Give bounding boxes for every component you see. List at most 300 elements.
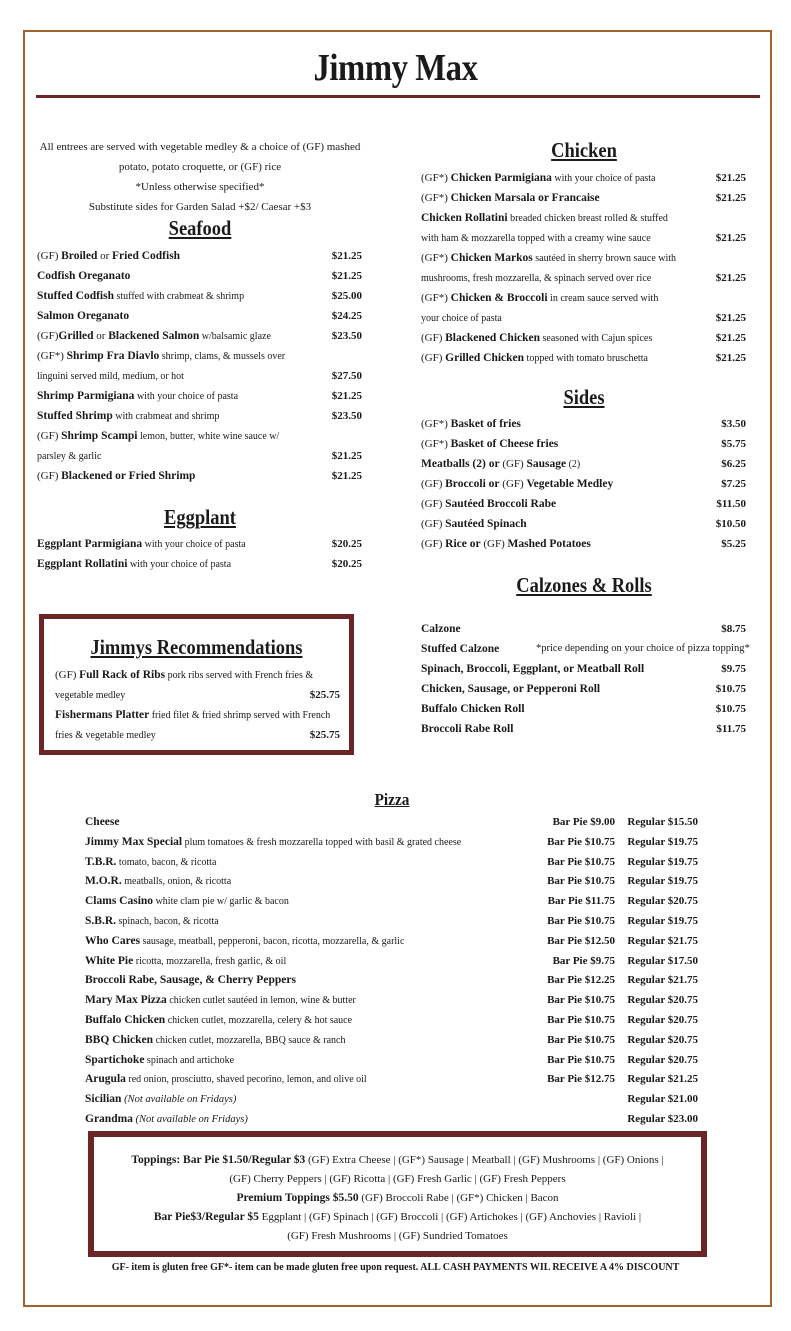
item-description: topped with tomato bruschetta xyxy=(524,353,648,364)
pizza-description: tomato, bacon, & ricotta xyxy=(116,856,217,868)
item-name: Blackened Salmon xyxy=(108,330,200,342)
item-price: $10.75 xyxy=(715,703,746,715)
item-price: $20.25 xyxy=(331,558,362,570)
pizza-item xyxy=(85,991,710,1011)
item-description: pork ribs served with French fries & xyxy=(165,670,314,681)
regular-price: Regular $20.75 xyxy=(627,1033,698,1046)
pizza-name: Buffalo Chicken xyxy=(85,1013,166,1026)
menu-item xyxy=(55,685,345,705)
menu-item xyxy=(421,248,751,268)
item-name: Fried Codfish xyxy=(112,250,181,262)
menu-item xyxy=(421,168,751,188)
item-price: $5.25 xyxy=(721,538,746,550)
pizza-description: white clam pie w/ garlic & bacon xyxy=(153,896,289,908)
item-description: fried filet & fried shrimp served with French xyxy=(149,710,331,721)
item-name: Eggplant Rollatini xyxy=(37,558,128,570)
pizza-description: ricotta, mozzarella, fresh garlic, & oil xyxy=(133,955,287,967)
pizza-item xyxy=(85,1110,710,1130)
pizza-description: sausage, meatball, pepperoni, bacon, ricotta, mozzarella, & garlic xyxy=(140,935,405,947)
gluten-free-tag: (GF*) xyxy=(421,252,451,264)
item-name: Broccoli Rabe Roll xyxy=(421,723,514,735)
menu-item xyxy=(421,699,751,719)
gluten-free-tag: (GF*) xyxy=(37,350,67,362)
menu-item xyxy=(421,308,751,328)
menu-item xyxy=(37,446,367,466)
item-name: Mashed Potatoes xyxy=(507,538,591,550)
calzones-heading: Calzones & Rolls xyxy=(516,573,652,597)
item-description: mushrooms, fresh mozzarella, & spinach served over rice xyxy=(421,273,652,284)
gluten-free-tag: (GF) xyxy=(37,330,59,342)
item-description: w/balsamic glaze xyxy=(199,331,271,342)
item-name: Codfish Oreganato xyxy=(37,270,131,282)
menu-item-text xyxy=(55,705,330,726)
eggplant-list xyxy=(37,534,367,574)
item-name: Eggplant Parmigiana xyxy=(37,538,143,550)
gluten-free-tag: (GF*) xyxy=(421,192,451,204)
item-price: $21.25 xyxy=(331,270,362,282)
menu-item xyxy=(421,639,751,659)
pizza-description: meatballs, onion, & ricotta xyxy=(121,876,232,888)
menu-item xyxy=(37,386,367,406)
pizza-list xyxy=(85,813,710,1130)
item-name: Stuffed Calzone xyxy=(421,643,500,655)
gluten-free-tag: (GF) xyxy=(421,518,446,530)
gluten-free-tag: (GF) xyxy=(421,332,446,344)
item-name: Basket of fries xyxy=(450,418,521,430)
regular-price: Regular $21.25 xyxy=(627,1073,698,1086)
item-price: $9.75 xyxy=(721,663,746,675)
menu-item-text xyxy=(55,725,156,746)
pizza-item-text xyxy=(85,833,461,853)
menu-item-text xyxy=(421,188,600,208)
menu-item-text xyxy=(421,454,580,475)
menu-item xyxy=(421,474,751,494)
pizza-name: BBQ Chicken xyxy=(85,1033,154,1046)
regular-price: Regular $15.50 xyxy=(627,816,698,828)
item-name: Rice or xyxy=(445,538,481,550)
menu-item-text xyxy=(37,426,279,447)
item-description: with your choice of pasta xyxy=(142,539,246,550)
item-price: $23.50 xyxy=(331,410,362,422)
pizza-item xyxy=(85,932,710,952)
menu-item-text xyxy=(421,308,502,329)
menu-item-text xyxy=(37,246,180,266)
regular-price: Regular $21.00 xyxy=(627,1093,698,1106)
item-price: $25.75 xyxy=(309,729,340,741)
bar-pie-price: Bar Pie $12.50 xyxy=(547,934,615,947)
item-connector: or xyxy=(97,250,113,262)
pizza-item xyxy=(85,912,710,932)
bar-pie-price: Bar Pie $10.75 xyxy=(547,835,615,848)
item-connector: or xyxy=(93,330,109,342)
regular-price: Regular $21.75 xyxy=(627,974,698,987)
menu-item xyxy=(421,454,751,474)
item-description: with your choice of pasta xyxy=(551,173,656,184)
menu-item-text xyxy=(421,288,658,309)
pizza-item-text xyxy=(85,892,289,912)
item-connector: (GF) xyxy=(480,538,508,550)
item-name: Basket of Cheese fries xyxy=(450,438,559,450)
menu-item xyxy=(421,534,751,554)
menu-item-text xyxy=(421,619,461,639)
pizza-name: Sicilian xyxy=(85,1093,122,1106)
item-name: Chicken, Sausage, or Pepperoni Roll xyxy=(421,683,601,695)
pizza-name: Arugula xyxy=(85,1073,126,1086)
gluten-free-tag: (GF*) xyxy=(421,418,451,430)
bar-pie-price: Bar Pie $10.75 xyxy=(547,1053,615,1066)
item-price: $5.75 xyxy=(721,438,746,450)
gluten-free-tag: (GF) xyxy=(421,478,446,490)
item-description: sautéed in sherry brown sauce with xyxy=(532,253,677,264)
item-name: Sautéed Broccoli Rabe xyxy=(445,498,557,510)
seafood-heading: Seafood xyxy=(168,216,232,240)
pizza-item-text xyxy=(85,912,219,932)
item-description: with crabmeat and shrimp xyxy=(112,411,220,422)
menu-item xyxy=(37,426,367,446)
menu-item xyxy=(37,466,367,486)
menu-item-text xyxy=(37,326,271,347)
pizza-description: spinach and artichoke xyxy=(144,1054,235,1066)
calzones-list xyxy=(421,619,751,739)
toppings-box xyxy=(88,1131,707,1257)
item-price: $21.25 xyxy=(331,250,362,262)
item-name: Full Rack of Ribs xyxy=(79,669,166,681)
specialty-toppings-list: Eggplant | (GF) Spinach | (GF) Broccoli | (GF) Artichokes | (GF) Anchovies | Ravioli | xyxy=(258,1211,642,1223)
menu-item-text xyxy=(37,346,285,367)
chicken-list xyxy=(421,168,751,368)
pizza-item-text xyxy=(85,1051,234,1071)
menu-item-text xyxy=(421,348,648,369)
restaurant-title: Jimmy Max xyxy=(313,47,478,89)
item-name: Shrimp Scampi xyxy=(61,430,138,442)
regular-price: Regular $20.75 xyxy=(627,1053,698,1066)
item-price: $21.25 xyxy=(715,232,746,244)
gluten-free-tag: (GF*) xyxy=(421,172,451,184)
gluten-free-tag: (GF) xyxy=(37,430,62,442)
menu-item-text xyxy=(421,434,558,454)
item-name: Blackened Chicken xyxy=(445,332,541,344)
menu-item-text xyxy=(421,208,668,229)
item-name: Sausage xyxy=(526,458,567,470)
regular-price: Regular $19.75 xyxy=(627,855,698,868)
menu-item xyxy=(421,188,751,208)
eggplant-heading: Eggplant xyxy=(164,505,236,529)
bar-pie-price: Bar Pie $9.75 xyxy=(552,954,615,967)
item-price: $21.25 xyxy=(715,312,746,324)
gluten-free-tag: (GF) xyxy=(37,470,62,482)
toppings-line xyxy=(94,1208,701,1227)
pizza-availability: (Not available on Fridays) xyxy=(132,1113,248,1125)
pizza-item-text xyxy=(85,991,356,1011)
pizza-item-text xyxy=(85,952,286,972)
bar-pie-price: Bar Pie $11.75 xyxy=(547,895,615,908)
menu-item xyxy=(37,406,367,426)
regular-price: Regular $19.75 xyxy=(627,835,698,848)
menu-item-text xyxy=(421,719,513,739)
menu-item xyxy=(421,659,751,679)
item-price: $25.00 xyxy=(331,290,362,302)
menu-item xyxy=(37,286,367,306)
pizza-name: Grandma xyxy=(85,1112,133,1125)
menu-item xyxy=(421,228,751,248)
menu-item xyxy=(37,306,367,326)
menu-item xyxy=(421,288,751,308)
seafood-list xyxy=(37,246,367,486)
recommendations-heading: Jimmys Recommendations xyxy=(90,635,303,659)
pizza-name: White Pie xyxy=(85,954,134,967)
menu-item-text xyxy=(37,554,231,575)
menu-item-text xyxy=(421,474,613,494)
menu-item xyxy=(421,619,751,639)
chicken-heading: Chicken xyxy=(551,138,617,162)
item-price: $23.50 xyxy=(331,330,362,342)
pizza-item xyxy=(85,1051,710,1071)
pizza-name: Cheese xyxy=(85,816,120,828)
regular-price: Regular $20.75 xyxy=(627,895,698,908)
pizza-name: Jimmy Max Special xyxy=(85,835,183,848)
regular-price: Regular $19.75 xyxy=(627,914,698,927)
item-price: $7.25 xyxy=(721,478,746,490)
item-description: (2) xyxy=(566,459,581,470)
menu-item xyxy=(421,208,751,228)
menu-item-text xyxy=(37,306,129,326)
toppings-line xyxy=(94,1189,701,1208)
item-description: fries & vegetable medley xyxy=(55,730,156,741)
gluten-free-tag: (GF) xyxy=(55,669,80,681)
regular-price: Regular $19.75 xyxy=(627,875,698,888)
menu-item-text xyxy=(421,514,527,534)
menu-item-text xyxy=(37,466,195,486)
item-name: Broccoli or xyxy=(445,478,500,490)
recommendations-list xyxy=(55,665,345,745)
menu-item-text xyxy=(421,699,525,719)
menu-item-text xyxy=(421,268,651,289)
item-name: Blackened or Fried Shrimp xyxy=(61,470,196,482)
item-name: Sautéed Spinach xyxy=(445,518,527,530)
item-price: $21.25 xyxy=(715,192,746,204)
intro-line: Substitute sides for Garden Salad +$2/ Caesar +$3 xyxy=(88,201,312,213)
pizza-item xyxy=(85,1070,710,1090)
item-price: $21.25 xyxy=(715,352,746,364)
pizza-item-text xyxy=(85,1031,345,1051)
bar-pie-price: Bar Pie $10.75 xyxy=(547,914,615,927)
bar-pie-price: Bar Pie $10.75 xyxy=(547,855,615,868)
gluten-free-tag: (GF) xyxy=(421,498,446,510)
gluten-free-tag: (GF) xyxy=(421,538,446,550)
item-connector: (GF) xyxy=(499,478,527,490)
item-price: $24.25 xyxy=(331,310,362,322)
intro-line: All entrees are served with vegetable medley & a choice of (GF) mashed xyxy=(39,141,361,153)
item-description: shrimp, clams, & mussels over xyxy=(159,351,286,362)
item-name: Stuffed Codfish xyxy=(37,290,115,302)
bar-pie-price: Bar Pie $9.00 xyxy=(552,816,615,828)
pizza-name: Mary Max Pizza xyxy=(85,994,167,1007)
menu-item xyxy=(55,705,345,725)
pizza-description: spinach, bacon, & ricotta xyxy=(116,915,219,927)
pizza-item xyxy=(85,813,710,833)
pizza-item xyxy=(85,1031,710,1051)
menu-item xyxy=(421,414,751,434)
item-name: Meatballs (2) or xyxy=(421,458,500,470)
item-price: $10.50 xyxy=(715,518,746,530)
item-price: $6.25 xyxy=(721,458,746,470)
recommendations-box xyxy=(39,614,354,755)
gluten-free-tag: (GF*) xyxy=(421,292,451,304)
menu-item xyxy=(421,434,751,454)
regular-price: Regular $23.00 xyxy=(627,1112,698,1125)
item-description: seasoned with Cajun spices xyxy=(540,333,653,344)
toppings-line xyxy=(94,1151,701,1170)
menu-item xyxy=(421,328,751,348)
menu-item xyxy=(55,725,345,745)
pizza-item-text xyxy=(85,813,120,833)
item-description: parsley & garlic xyxy=(37,451,102,462)
pizza-item xyxy=(85,853,710,873)
menu-item xyxy=(37,246,367,266)
pizza-description: chicken cutlet, mozzarella, BBQ sauce & ranch xyxy=(153,1034,346,1046)
pizza-name: S.B.R. xyxy=(85,914,116,927)
regular-price: Regular $17.50 xyxy=(627,954,698,967)
menu-item-text xyxy=(37,534,246,555)
title-divider xyxy=(36,95,760,98)
item-name: Stuffed Shrimp xyxy=(37,410,113,422)
item-name: Buffalo Chicken Roll xyxy=(421,703,525,715)
pizza-item xyxy=(85,833,710,853)
pizza-name: Spartichoke xyxy=(85,1053,145,1066)
menu-item-text xyxy=(37,406,219,427)
item-name: Vegetable Medley xyxy=(526,478,614,490)
toppings-list: (GF) Extra Cheese | (GF*) Sausage | Meatball | (GF) Mushrooms | (GF) Onions | xyxy=(305,1154,664,1166)
footer-note: GF- item is gluten free GF*- item can be made gluten free upon request. ALL CASH PAYMENTS WIL RECEIVE A 4% DISCOUNT xyxy=(111,1262,680,1273)
regular-price: Regular $21.75 xyxy=(627,934,698,947)
pizza-item-text xyxy=(85,853,216,873)
menu-item-text xyxy=(55,665,313,686)
item-name: Salmon Oreganato xyxy=(37,310,130,322)
bar-pie-price: Bar Pie $10.75 xyxy=(547,994,615,1007)
item-description: linguini served mild, medium, or hot xyxy=(37,371,184,382)
item-description: vegetable medley xyxy=(55,690,126,701)
item-connector: (GF) xyxy=(499,458,527,470)
pizza-name: Who Cares xyxy=(85,934,141,947)
menu-item-text xyxy=(421,679,600,699)
pizza-item xyxy=(85,1011,710,1031)
gluten-free-tag: (GF*) xyxy=(421,438,451,450)
menu-item-text xyxy=(37,386,238,407)
gluten-free-tag: (GF) xyxy=(37,250,62,262)
toppings-line: (GF) Cherry Peppers | (GF) Ricotta | (GF) Fresh Garlic | (GF) Fresh Peppers xyxy=(229,1173,566,1185)
item-description: with your choice of pasta xyxy=(127,559,232,570)
item-description: in cream sauce served with xyxy=(547,293,659,304)
item-price: $25.75 xyxy=(309,689,340,701)
menu-item-text xyxy=(37,446,101,467)
bar-pie-price: Bar Pie $12.25 xyxy=(547,974,615,987)
item-name: Chicken Markos xyxy=(450,252,533,264)
item-name: Shrimp Parmigiana xyxy=(37,390,135,402)
pizza-description: plum tomatoes & fresh mozzarella topped with basil & grated cheese xyxy=(182,836,462,848)
item-description: with your choice of pasta xyxy=(134,391,239,402)
item-name: Calzone xyxy=(421,623,461,635)
menu-item-text xyxy=(421,248,676,269)
pizza-name: T.B.R. xyxy=(85,855,117,868)
pizza-item xyxy=(85,952,710,972)
menu-item-text xyxy=(55,685,125,706)
menu-item-text xyxy=(421,494,556,514)
pizza-heading: Pizza xyxy=(374,790,410,809)
bar-pie-price: Bar Pie $10.75 xyxy=(547,1033,615,1046)
menu-item-text xyxy=(421,659,644,679)
bar-pie-price: Bar Pie $10.75 xyxy=(547,1013,615,1026)
item-price: $21.25 xyxy=(331,470,362,482)
item-description: breaded chicken breast rolled & stuffed xyxy=(507,213,668,224)
gluten-free-tag: (GF) xyxy=(421,352,446,364)
menu-item-text xyxy=(421,328,652,349)
entree-intro xyxy=(30,137,370,217)
intro-line: potato, potato croquette, or (GF) rice xyxy=(118,161,282,173)
item-name: Grilled xyxy=(58,330,94,342)
menu-item xyxy=(421,679,751,699)
pizza-name: M.O.R. xyxy=(85,875,122,888)
menu-item xyxy=(421,494,751,514)
pizza-name: Clams Casino xyxy=(85,895,154,908)
pizza-item xyxy=(85,892,710,912)
bar-pie-price: Bar Pie $12.75 xyxy=(547,1073,615,1086)
premium-toppings-label: Premium Toppings $5.50 xyxy=(236,1192,359,1204)
menu-item xyxy=(37,554,367,574)
item-price: $3.50 xyxy=(721,418,746,430)
menu-item xyxy=(421,514,751,534)
pizza-item-text xyxy=(85,1070,367,1090)
menu-item-text xyxy=(421,228,651,249)
item-name: Shrimp Fra Diavlo xyxy=(66,350,160,362)
regular-price: Regular $20.75 xyxy=(627,1013,698,1026)
pizza-item-text xyxy=(85,971,296,991)
sides-heading: Sides xyxy=(563,385,605,409)
item-description: your choice of pasta xyxy=(421,313,502,324)
item-price: $21.25 xyxy=(331,450,362,462)
item-name: Fishermans Platter xyxy=(55,709,150,721)
item-note: *price depending on your choice of pizza topping* xyxy=(536,643,750,654)
item-price: $20.25 xyxy=(331,538,362,550)
item-price: $10.75 xyxy=(715,683,746,695)
pizza-name: Broccoli Rabe, Sausage, & Cherry Peppers xyxy=(85,974,296,987)
menu-item-text xyxy=(421,534,591,554)
toppings-line: (GF) Fresh Mushrooms | (GF) Sundried Tomatoes xyxy=(287,1230,508,1242)
menu-item xyxy=(37,366,367,386)
item-name: Broiled xyxy=(61,250,98,262)
menu-item xyxy=(421,719,751,739)
pizza-item-text xyxy=(85,932,404,952)
item-price: $21.25 xyxy=(715,272,746,284)
regular-price: Regular $20.75 xyxy=(627,994,698,1007)
item-price: $21.25 xyxy=(715,172,746,184)
pizza-description: red onion, prosciutto, shaved pecorino, lemon, and olive oil xyxy=(125,1074,367,1086)
pizza-item xyxy=(85,971,710,991)
pizza-item-text xyxy=(85,872,231,892)
item-name: Chicken Rollatini xyxy=(421,212,508,224)
specialty-toppings-label: Bar Pie$3/Regular $5 xyxy=(153,1211,259,1223)
pizza-item-text xyxy=(85,1090,236,1110)
pizza-description: chicken cutlet sautéed in lemon, wine & butter xyxy=(166,995,356,1007)
menu-item xyxy=(421,348,751,368)
menu-item-text xyxy=(421,168,656,189)
item-name: Chicken Parmigiana xyxy=(450,172,552,184)
menu-item-text xyxy=(37,286,244,307)
menu-item xyxy=(421,268,751,288)
menu-item xyxy=(37,266,367,286)
menu-item xyxy=(55,665,345,685)
menu-item xyxy=(37,534,367,554)
pizza-description: chicken cutlet, mozzarella, celery & hot sauce xyxy=(165,1014,353,1026)
